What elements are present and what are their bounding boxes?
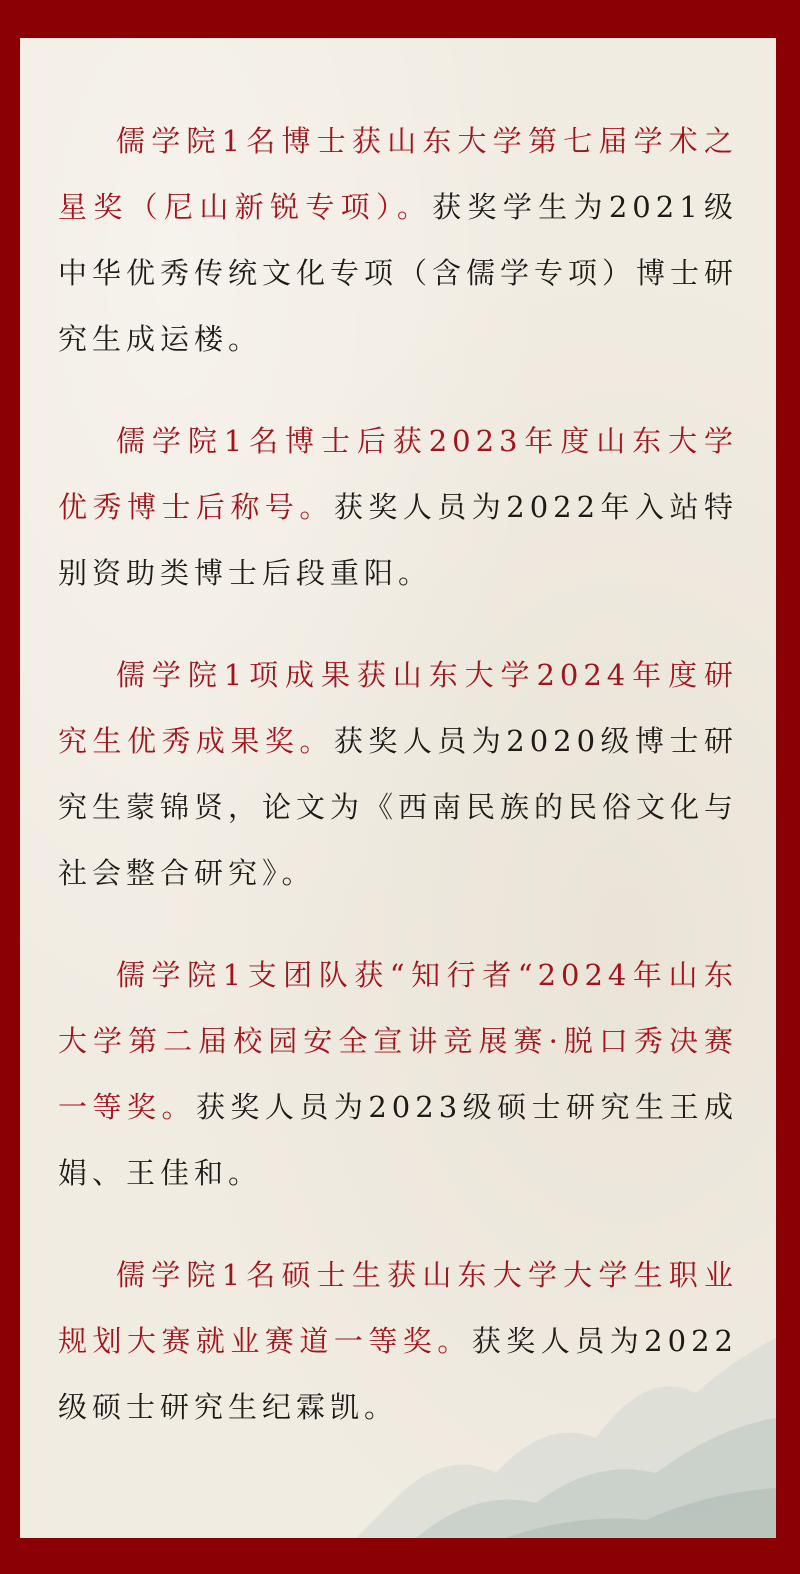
paragraph-highlight: 儒学院1支团队获“知行者“2024年山东大学第二届校园安全宣讲竞展赛·脱口秀决赛一等奖。	[58, 958, 738, 1124]
paragraph-text: 获奖人员为2022级硕士研究生纪霖凯。	[58, 1324, 738, 1424]
article-content	[58, 108, 738, 1476]
paragraph-highlight: 儒学院1名博士获山东大学第七届学术之星奖（尼山新锐专项）。	[58, 124, 738, 224]
paragraph-research-award	[58, 642, 738, 906]
paper-background	[20, 38, 776, 1538]
paragraph-postdoc-award	[58, 408, 738, 606]
paragraph-text: 获奖人员为2020级博士研究生蒙锦贤，论文为《西南民族的民俗文化与社会整合研究》。	[58, 724, 739, 890]
paragraph-text: 获奖人员为2023级硕士研究生王成娟、王佳和。	[58, 1090, 738, 1190]
paragraph-team-award	[58, 942, 738, 1206]
paragraph-text: 获奖学生为2021级中华优秀传统文化专项（含儒学专项）博士研究生成运楼。	[58, 190, 739, 356]
paragraph-doctoral-award	[58, 108, 738, 372]
paragraph-highlight: 儒学院1项成果获山东大学2024年度研究生优秀成果奖。	[58, 658, 738, 758]
paragraph-text: 获奖人员为2022年入站特别资助类博士后段重阳。	[58, 490, 738, 590]
paragraph-highlight: 儒学院1名硕士生获山东大学大学生职业规划大赛就业赛道一等奖。	[58, 1258, 738, 1358]
paragraph-career-award	[58, 1242, 738, 1440]
paragraph-highlight: 儒学院1名博士后获2023年度山东大学优秀博士后称号。	[58, 424, 738, 524]
